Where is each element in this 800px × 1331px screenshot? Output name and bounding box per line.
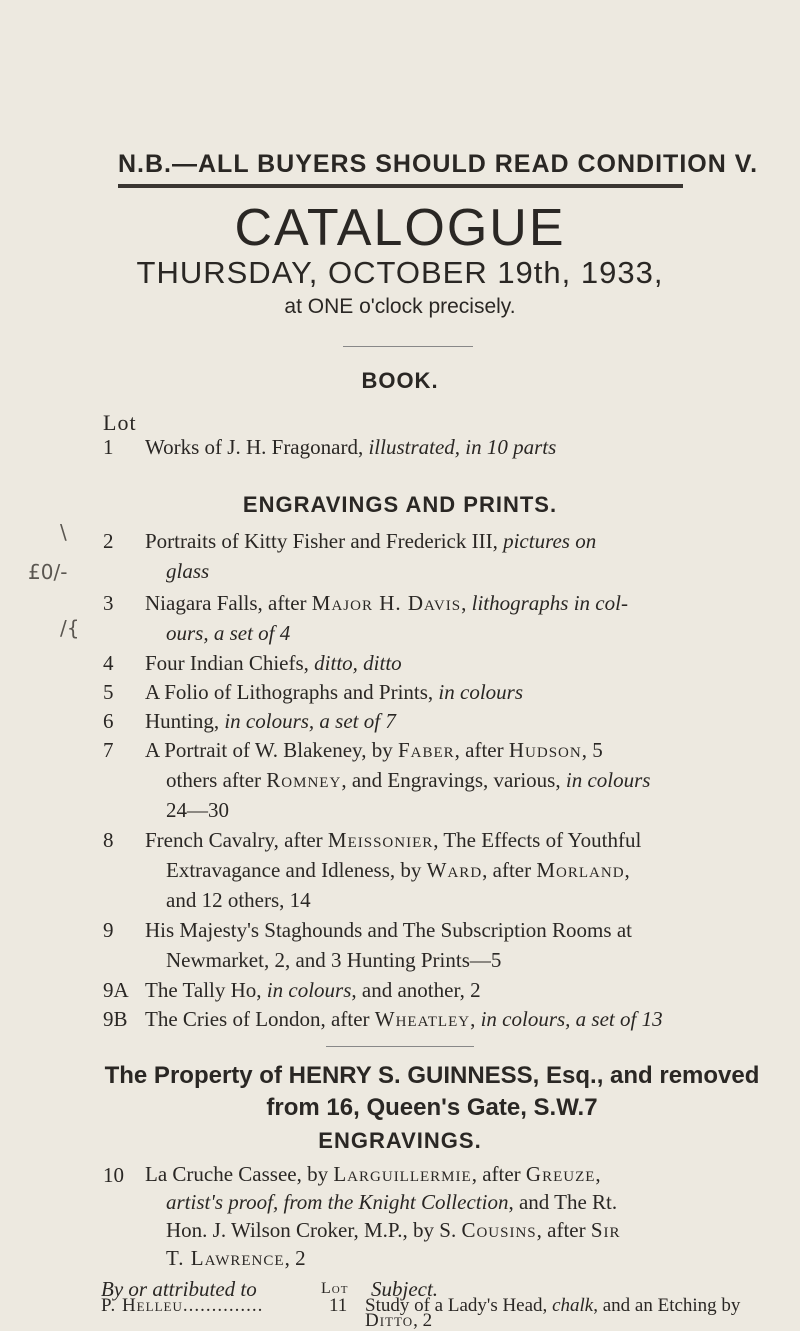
property-line-2: from 16, Queen's Gate, S.W.7 bbox=[266, 1094, 598, 1121]
lot-entry bbox=[103, 915, 703, 975]
lot-description: French Cavalry, after Meissonier, The Effects of Youthful Extravagance and Idleness, by Ward, after Morland, and 12 others, 14 bbox=[145, 828, 642, 912]
lot-description: Hunting, in colours, a set of 7 bbox=[145, 709, 396, 733]
lot-description: His Majesty's Staghounds and The Subscription Rooms at Newmarket, 2, and 3 Hunting Prints—5 bbox=[145, 918, 632, 972]
lot-entry bbox=[103, 1160, 743, 1270]
lot-number: 4 bbox=[103, 651, 114, 675]
lot-entry bbox=[103, 588, 703, 648]
lot-description: Four Indian Chiefs, ditto, ditto bbox=[145, 651, 402, 675]
section-divider bbox=[326, 1046, 474, 1047]
lot-number: 10 bbox=[103, 1163, 124, 1187]
lot-description: Niagara Falls, after Major H. Davis, lithographs in col- ours, a set of 4 bbox=[145, 591, 628, 645]
subject-header-subject: Subject. bbox=[371, 1277, 439, 1301]
sale-time: at ONE o'clock precisely. bbox=[284, 295, 516, 318]
lot-description: La Cruche Cassee, by Larguillermie, after Greuze, artist's proof, from the Knight Collection, and The Rt. Hon. J. Wilson Croker, M.P., by S. Cousins, after Sir T. Lawrence, 2 bbox=[145, 1162, 621, 1270]
lot-number: 1 bbox=[103, 435, 114, 459]
artist-name: P. Helleu.............. bbox=[101, 1295, 264, 1316]
lot-number: 6 bbox=[103, 709, 114, 733]
lot-description: Study of a Lady's Head, chalk, and an Etching by Ditto, 2 bbox=[365, 1295, 741, 1331]
lot-entry bbox=[103, 526, 703, 586]
lot-description: Works of J. H. Fragonard, illustrated, in 10 parts bbox=[145, 435, 557, 459]
handwritten-annotations: \ £0/- /{ bbox=[28, 520, 80, 640]
lot-entry bbox=[103, 825, 703, 915]
lot-number: 11 bbox=[329, 1295, 348, 1316]
property-line-1: The Property of HENRY S. GUINNESS, Esq., and removed bbox=[104, 1062, 760, 1089]
property-heading bbox=[102, 1060, 762, 1124]
lot-number: 5 bbox=[103, 680, 114, 704]
lot-number: 9 bbox=[103, 918, 114, 942]
lot-description: The Tally Ho, in colours, and another, 2 bbox=[145, 978, 481, 1002]
lot-number: 8 bbox=[103, 828, 114, 852]
section-engravings-prints: ENGRAVINGS AND PRINTS. bbox=[242, 492, 558, 517]
subject-header-by: By or attributed to bbox=[101, 1277, 257, 1301]
title-divider bbox=[343, 346, 473, 347]
lot-entry bbox=[103, 735, 703, 825]
lot-number: 9B bbox=[103, 1007, 128, 1031]
section-engravings: ENGRAVINGS. bbox=[318, 1128, 482, 1153]
lot-description: The Cries of London, after Wheatley, in colours, a set of 13 bbox=[145, 1007, 663, 1031]
lot-column-header: Lot bbox=[103, 410, 137, 435]
section-book: BOOK. bbox=[361, 368, 439, 393]
lot-number: 3 bbox=[103, 591, 114, 615]
buyers-notice: N.B.—ALL BUYERS SHOULD READ CONDITION V. bbox=[118, 150, 759, 178]
sale-date: THURSDAY, OCTOBER 19th, 1933, bbox=[136, 255, 664, 290]
notice-rule bbox=[118, 184, 683, 188]
catalogue-title: CATALOGUE bbox=[234, 199, 566, 257]
lot-number: 9A bbox=[103, 978, 129, 1002]
lot-number: 2 bbox=[103, 529, 114, 553]
subject-header-lot: Lot bbox=[321, 1280, 349, 1297]
lot-description: A Folio of Lithographs and Prints, in colours bbox=[145, 680, 524, 704]
lot-description: Portraits of Kitty Fisher and Frederick III, pictures on glass bbox=[145, 529, 597, 583]
lot-number: 7 bbox=[103, 738, 114, 762]
lot-description: A Portrait of W. Blakeney, by Faber, after Hudson, 5 others after Romney, and Engravings, various, in colours 24—30 bbox=[145, 738, 651, 822]
